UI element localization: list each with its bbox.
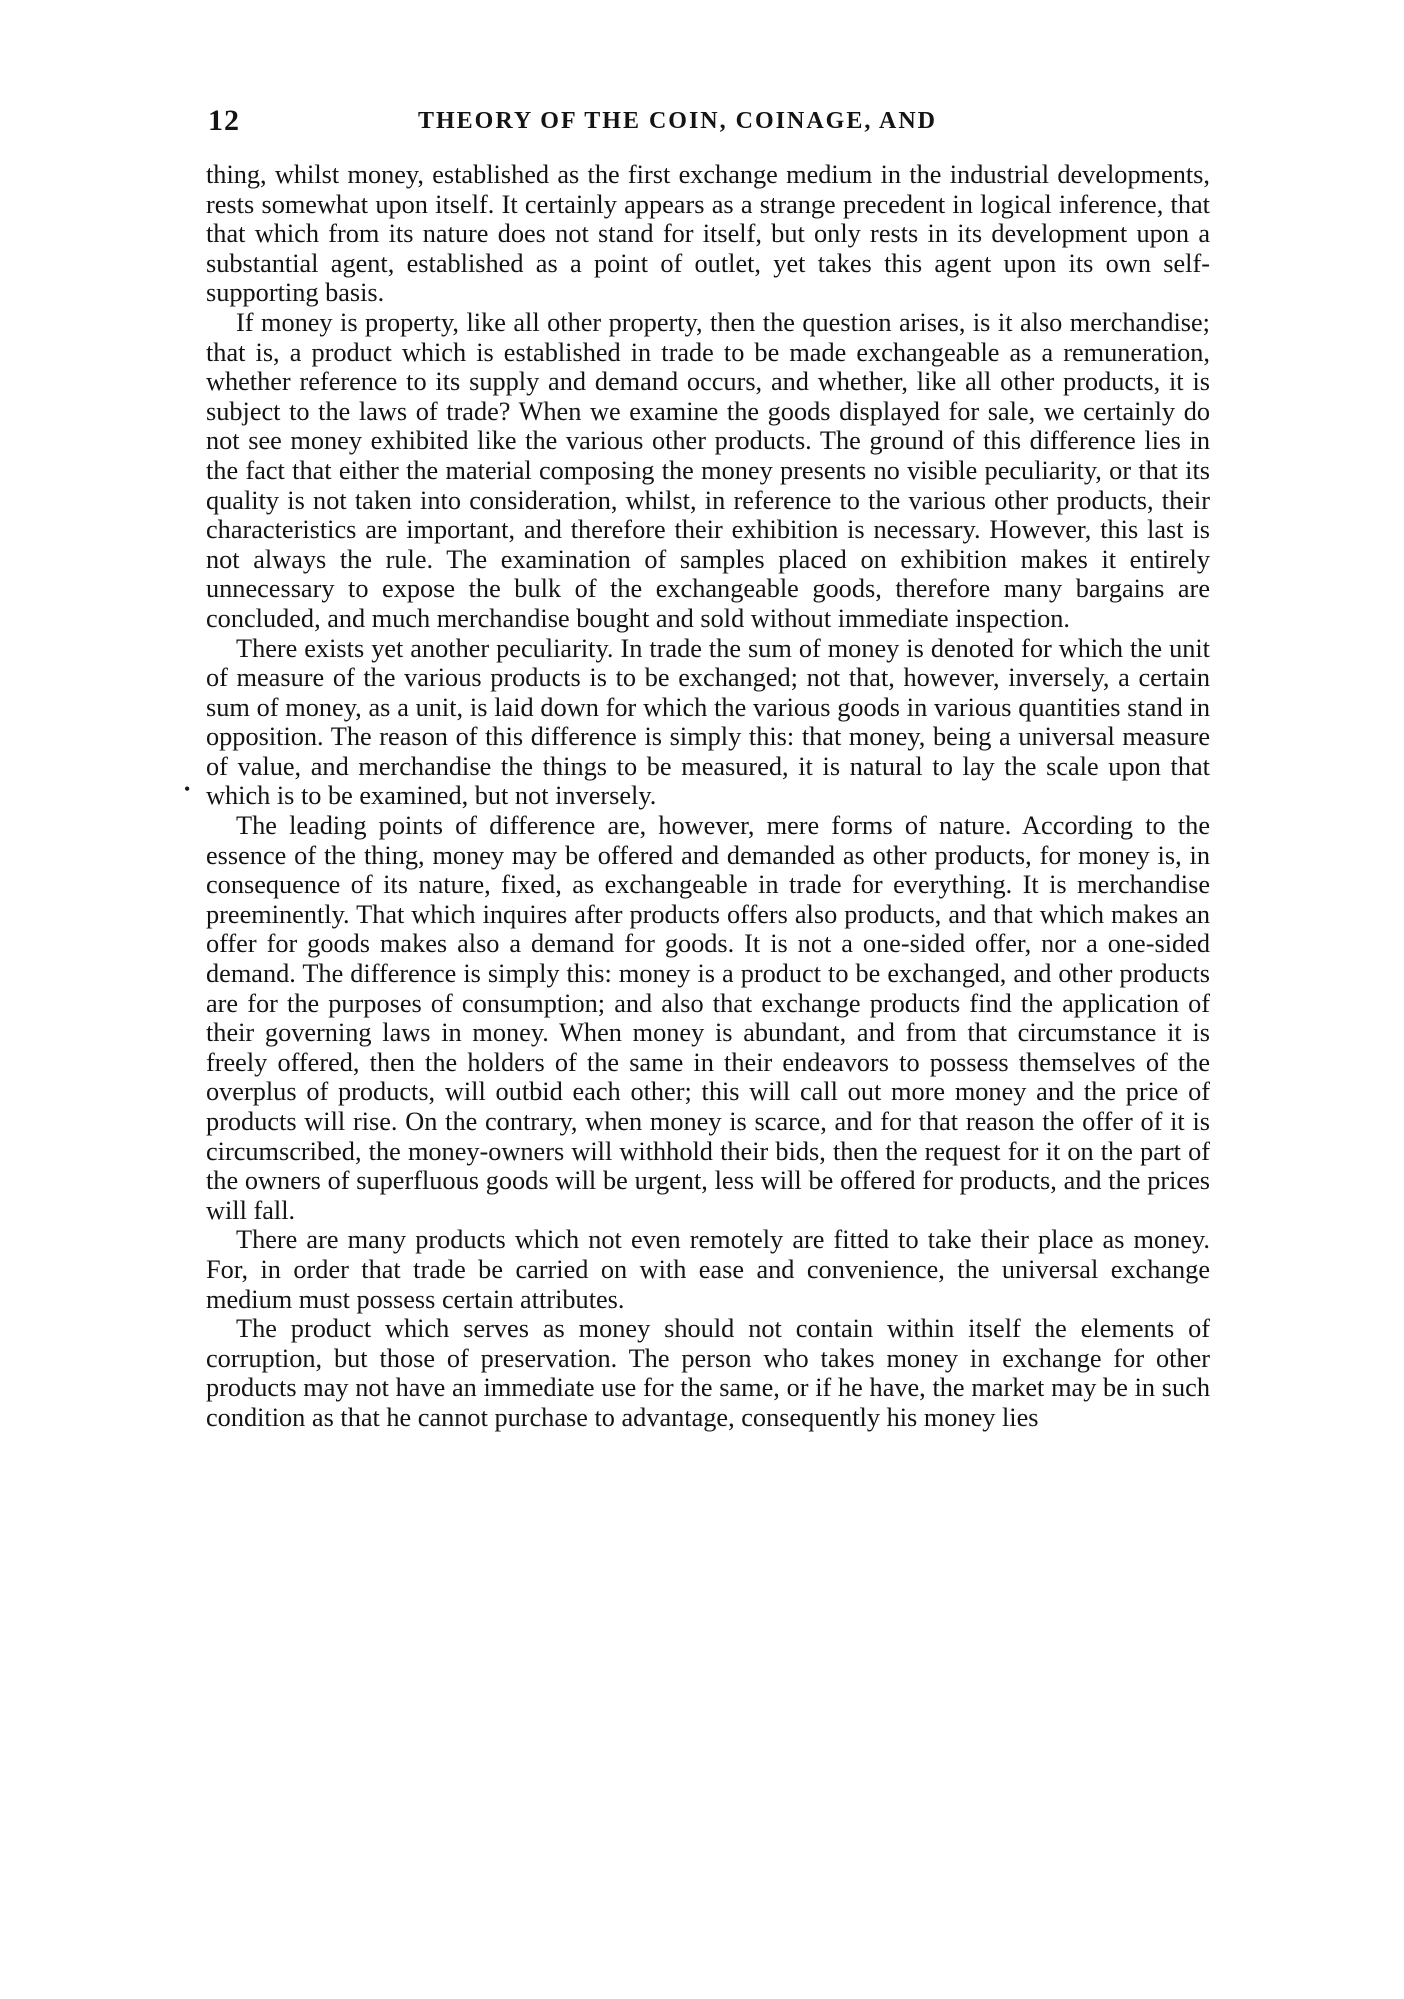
running-head	[208, 104, 1228, 144]
paragraph-preservation: The product which serves as money should not contain within itself the elements of corruption, but those of preservation. The person who takes money in exchange for other products may not have an immediate use for the same, or if he have, the market may be in such condition as that he cannot purchase to advantage, consequently his money lies	[206, 1314, 1210, 1432]
paragraph-continuation: thing, whilst money, established as the first exchange medium in the industrial developments, rests somewhat upon itself. It certainly appears as a strange precedent in logical inference, that that which from its nature does not stand for itself, but only rests in its development upon a substantial agent, established as a point of outlet, yet takes this agent upon its own self-supporting basis.	[206, 160, 1210, 308]
running-title: THEORY OF THE COIN, COINAGE, AND	[418, 108, 937, 134]
page-number: 12	[208, 104, 240, 137]
paragraph-products-unfit: There are many products which not even remotely are fitted to take their place as money. For, in order that trade be carried on with ease and convenience, the universal exchange medium must possess certain attributes.	[206, 1225, 1210, 1314]
paragraph-money-as-merchandise: If money is property, like all other property, then the question arises, is it also merchandise; that is, a product which is established in trade to be made exchangeable as a remuneration, whether reference to its supply and demand occurs, and whether, like all other products, it is subject to the laws of trade? When we examine the goods displayed for sale, we certainly do not see money exhibited like the various other products. The ground of this difference lies in the fact that either the material composing the money presents no visible peculiarity, or that its quality is not taken into consideration, whilst, in reference to the various other products, their characteristics are important, and therefore their exhibition is necessary. However, this last is not always the rule. The examination of samples placed on exhibition makes it entirely unnecessary to expose the bulk of the exchangeable goods, therefore many bargains are concluded, and much merchandise bought and sold without immediate inspection.	[206, 307, 1210, 633]
paragraph-points-of-difference: The leading points of difference are, however, mere forms of nature. According to the essence of the thing, money may be offered and demanded as other products, for money is, in consequence of its nature, fixed, as exchangeable in trade for everything. It is merchandise preeminently. That which inquires after products offers also products, and that which makes an offer for goods makes also a demand for goods. It is not a one-sided offer, nor a one-sided demand. The difference is simply this: money is a product to be exchanged, and other products are for the purposes of consumption; and also that exchange products find the application of their governing laws in money. When money is abundant, and from that circumstance it is freely offered, then the holders of the same in their endeavors to possess themselves of the overplus of products, will outbid each other; this will call out more money and the price of products will rise. On the contrary, when money is scarce, and for that reason the offer of it is circumscribed, the money-owners will withhold their bids, then the request for it on the part of the owners of superfluous goods will be urgent, less will be offered for products, and the prices will fall.	[206, 811, 1210, 1225]
margin-mark: •	[184, 779, 191, 799]
body-text	[206, 160, 1210, 1433]
paragraph-another-peculiarity: There exists yet another peculiarity. In trade the sum of money is denoted for which the unit of measure of the various products is to be exchanged; not that, however, inversely, a certain sum of money, as a unit, is laid down for which the various goods in various quantities stand in opposition. The reason of this difference is simply this: that money, being a universal measure of value, and merchandise the things to be measured, it is natural to lay the scale upon that which is to be examined, but not inversely.	[206, 633, 1210, 811]
